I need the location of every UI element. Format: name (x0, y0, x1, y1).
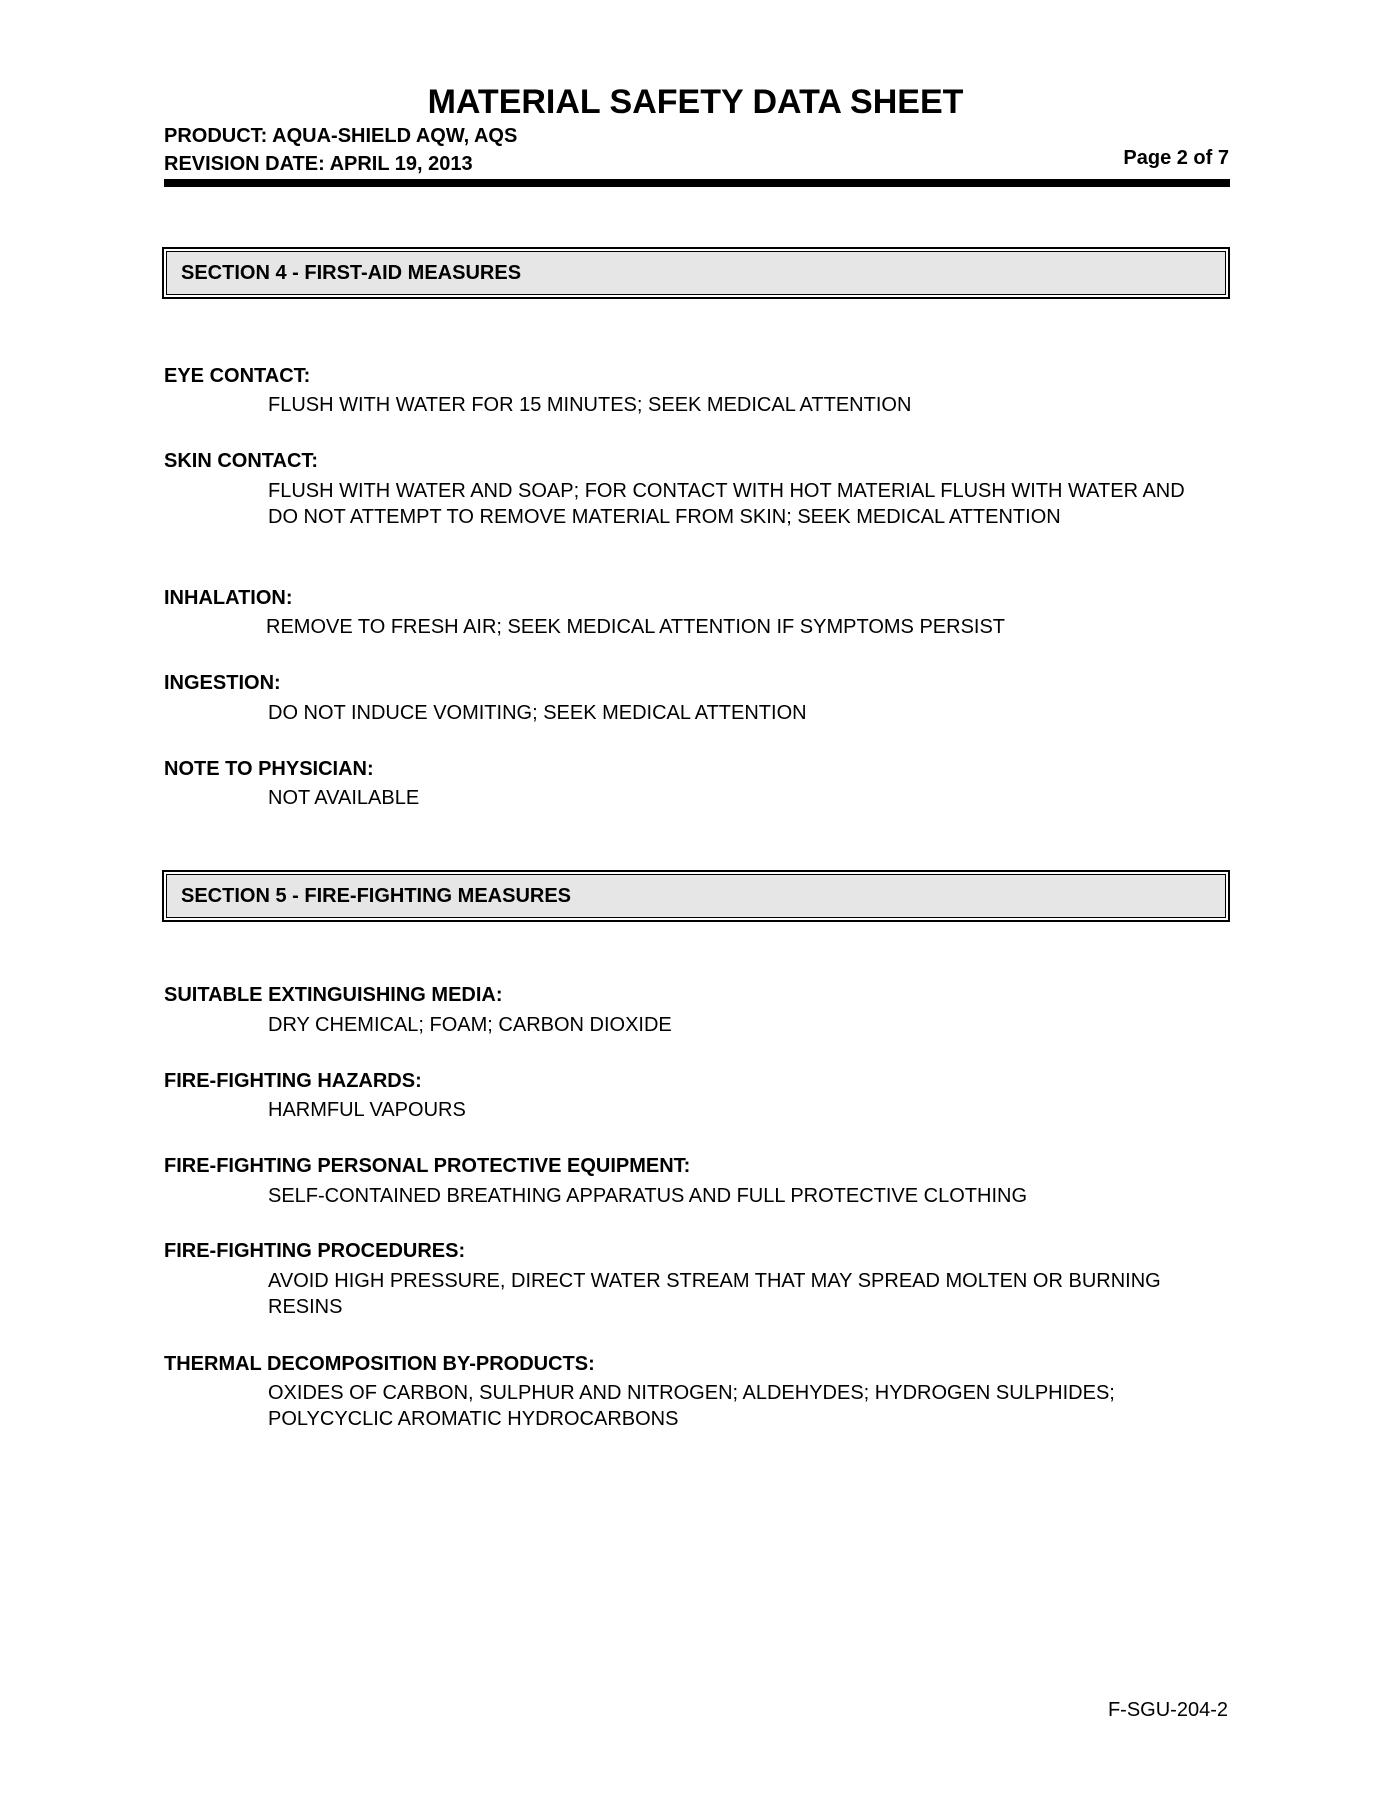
ppe-text: SELF-CONTAINED BREATHING APPARATUS AND FULL PROTECTIVE CLOTHING (268, 1185, 1028, 1207)
revision-date: REVISION DATE: APRIL 19, 2013 (164, 153, 473, 175)
form-code: F-SGU-204-2 (1107, 1699, 1228, 1721)
procedures-text: AVOID HIGH PRESSURE, DIRECT WATER STREAM THAT MAY SPREAD MOLTEN OR BURNING RESINS (268, 1270, 1161, 1318)
section-5-title: SECTION 5 - FIRE-FIGHTING MEASURES (166, 874, 1226, 918)
page-number: Page 2 of 7 (1123, 147, 1229, 169)
section-5-header (162, 870, 1230, 922)
fire-hazards-text: HARMFUL VAPOURS (268, 1099, 466, 1121)
decomposition-label: THERMAL DECOMPOSITION BY-PRODUCTS: (164, 1353, 595, 1375)
section-4-header (162, 247, 1230, 299)
procedures-label: FIRE-FIGHTING PROCEDURES: (164, 1240, 466, 1262)
ingestion-label: INGESTION: (164, 672, 281, 694)
document-title: MATERIAL SAFETY DATA SHEET (427, 83, 964, 121)
ppe-label: FIRE-FIGHTING PERSONAL PROTECTIVE EQUIPMENT: (164, 1155, 691, 1177)
inhalation-label: INHALATION: (164, 587, 293, 609)
extinguishing-media-text: DRY CHEMICAL; FOAM; CARBON DIOXIDE (268, 1014, 672, 1036)
eye-contact-text: FLUSH WITH WATER FOR 15 MINUTES; SEEK MEDICAL ATTENTION (268, 394, 912, 416)
product-line: PRODUCT: AQUA-SHIELD AQW, AQS (164, 125, 518, 147)
decomposition-text: OXIDES OF CARBON, SULPHUR AND NITROGEN; ALDEHYDES; HYDROGEN SULPHIDES; POLYCYCLIC AROMATIC HYDROCARBONS (268, 1382, 1115, 1430)
extinguishing-media-label: SUITABLE EXTINGUISHING MEDIA: (164, 984, 503, 1006)
ingestion-text: DO NOT INDUCE VOMITING; SEEK MEDICAL ATTENTION (268, 702, 807, 724)
skin-contact-label: SKIN CONTACT: (164, 450, 319, 472)
eye-contact-label: EYE CONTACT: (164, 365, 311, 387)
note-to-physician-text: NOT AVAILABLE (268, 787, 420, 809)
section-4-title: SECTION 4 - FIRST-AID MEASURES (166, 251, 1226, 295)
note-to-physician-label: NOTE TO PHYSICIAN: (164, 758, 374, 780)
inhalation-text: REMOVE TO FRESH AIR; SEEK MEDICAL ATTENTION IF SYMPTOMS PERSIST (266, 616, 1006, 638)
header-rule (164, 179, 1230, 187)
fire-hazards-label: FIRE-FIGHTING HAZARDS: (164, 1070, 422, 1092)
skin-contact-text: FLUSH WITH WATER AND SOAP; FOR CONTACT WITH HOT MATERIAL FLUSH WITH WATER AND DO NOT ATTEMPT TO REMOVE MATERIAL FROM SKIN; SEEK MEDICAL ATTENTION (268, 480, 1185, 528)
